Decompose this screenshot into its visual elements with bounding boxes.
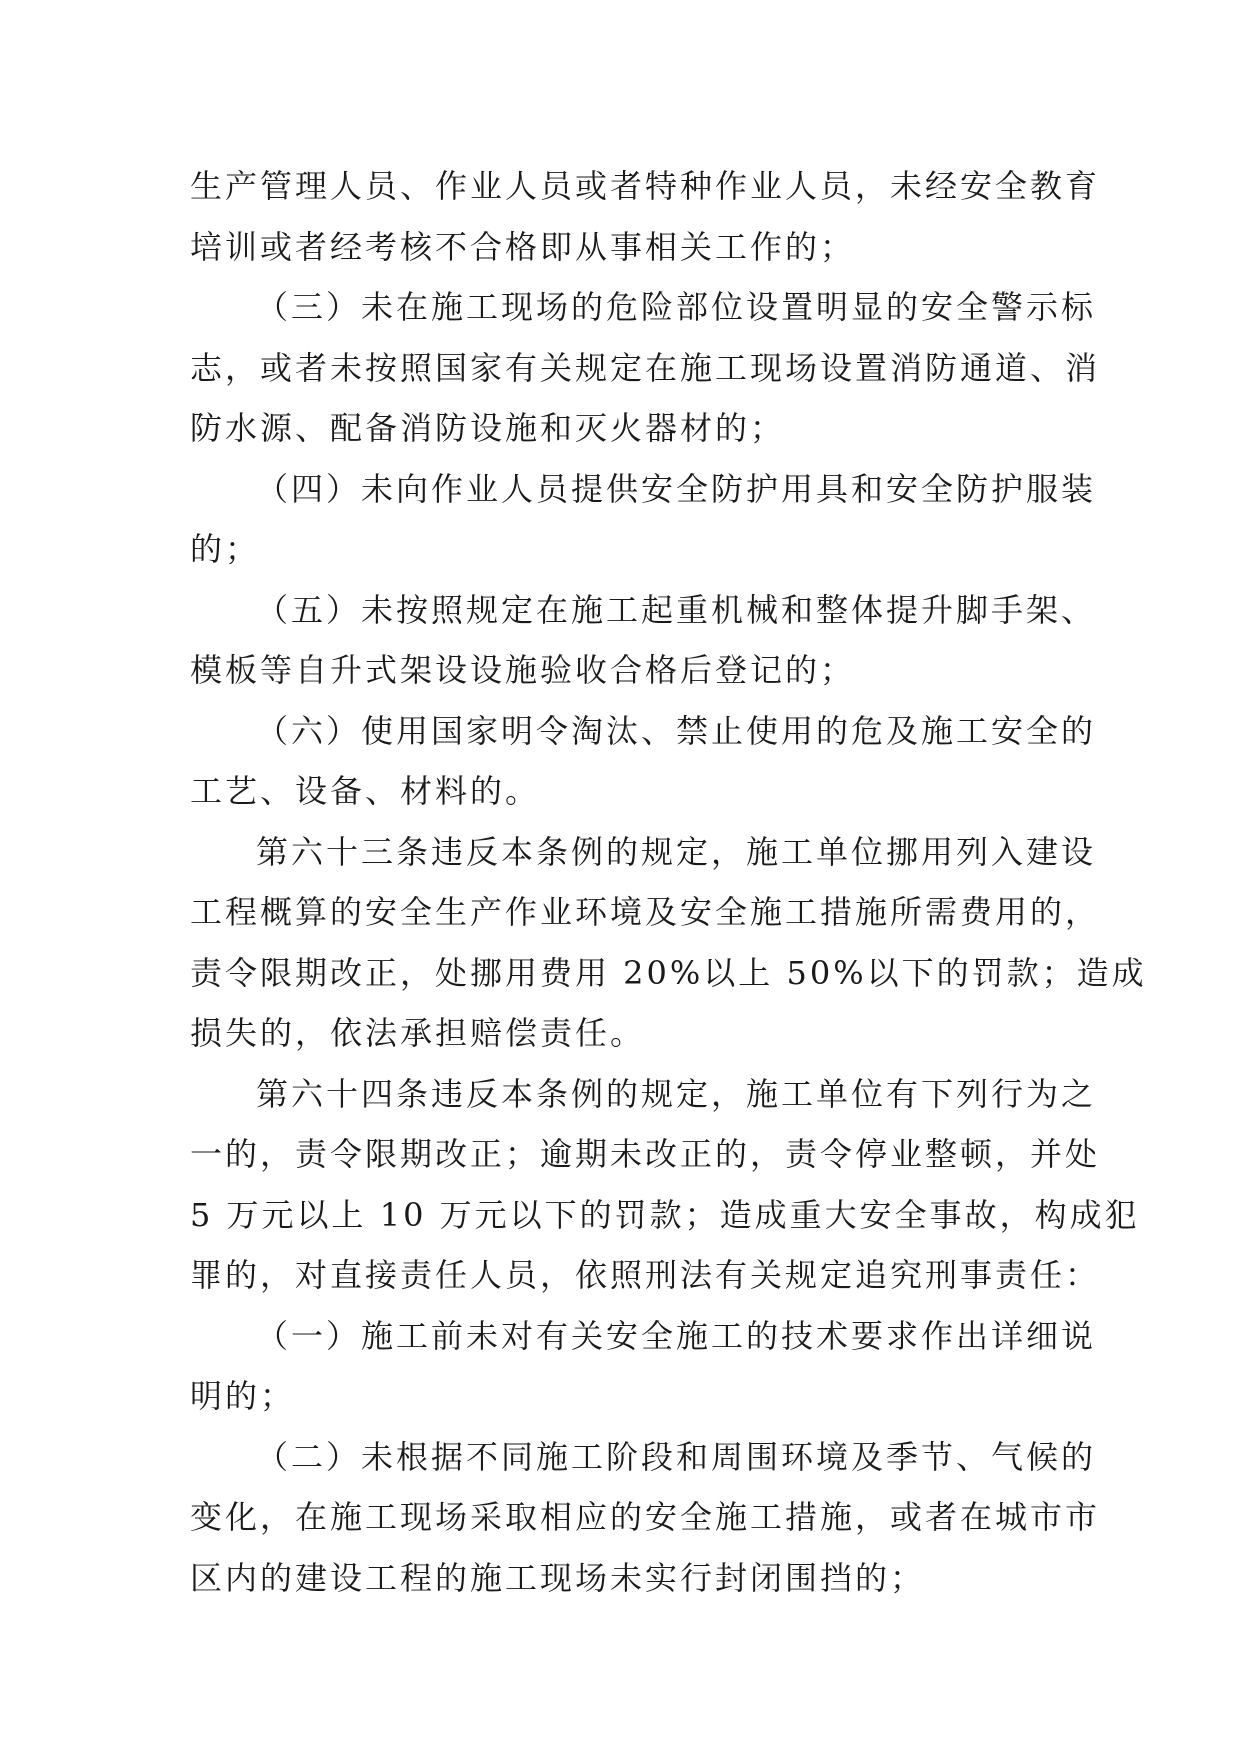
text-line: 第六十三条违反本条例的规定，施工单位挪用列入建设 — [256, 832, 1097, 871]
text-line: （三）未在施工现场的危险部位设置明显的安全警示标 — [256, 288, 1097, 326]
text-line: 责令限期改正，处挪用费用 20%以上 50%以下的罚款；造成 — [190, 953, 1147, 992]
paragraph-article-63 — [190, 822, 1147, 1064]
paragraph-item-1 — [190, 1306, 1097, 1427]
text-line: （二）未根据不同施工阶段和周围环境及季节、气候的 — [256, 1437, 1097, 1476]
text-line: 一的，责令限期改正；逾期未改正的，责令停业整顿，并处 — [190, 1135, 1101, 1173]
text-line: （六）使用国家明令淘汰、禁止使用的危及施工安全的 — [256, 711, 1097, 750]
paragraph-item-6 — [190, 701, 1097, 822]
text-line: 变化，在施工现场采取相应的安全施工措施，或者在城市市 — [190, 1498, 1101, 1536]
text-line: 生产管理人员、作业人员或者特种作业人员，未经安全教育 — [190, 167, 1101, 205]
paragraph-article-64 — [190, 1064, 1140, 1306]
paragraph-item-2 — [190, 1427, 1101, 1609]
text-line: 模板等自升式架设设施验收合格后登记的； — [190, 651, 856, 689]
document-body — [190, 156, 1147, 1608]
text-line: 防水源、配备消防设施和灭火器材的； — [190, 409, 786, 447]
text-line: 工艺、设备、材料的。 — [190, 772, 541, 810]
text-line: 志，或者未按照国家有关规定在施工现场设置消防通道、消 — [190, 348, 1101, 387]
paragraph-continuation — [190, 156, 1101, 277]
text-line: 第六十四条违反本条例的规定，施工单位有下列行为之 — [256, 1074, 1097, 1113]
text-line: 损失的，依法承担赔偿责任。 — [190, 1014, 646, 1052]
text-line: 罪的，对直接责任人员，依照刑法有关规定追究刑事责任： — [190, 1256, 1101, 1294]
paragraph-item-4 — [190, 459, 1097, 580]
text-line: 培训或者经考核不合格即从事相关工作的； — [190, 227, 856, 266]
text-line: （五）未按照规定在施工起重机械和整体提升脚手架、 — [256, 590, 1097, 629]
text-line: 区内的建设工程的施工现场未实行封闭围挡的； — [190, 1558, 926, 1597]
text-line: （四）未向作业人员提供安全防护用具和安全防护服装 — [256, 469, 1097, 508]
text-line: 的； — [190, 530, 261, 568]
text-line: 工程概算的安全生产作业环境及安全施工措施所需费用的， — [190, 893, 1101, 931]
paragraph-item-5 — [190, 580, 1097, 701]
text-line: 5 万元以上 10 万元以下的罚款；造成重大安全事故，构成犯 — [190, 1195, 1140, 1234]
text-line: 明的； — [190, 1377, 296, 1415]
text-line: （一）施工前未对有关安全施工的技术要求作出详细说 — [256, 1316, 1097, 1355]
paragraph-item-3 — [190, 277, 1101, 459]
